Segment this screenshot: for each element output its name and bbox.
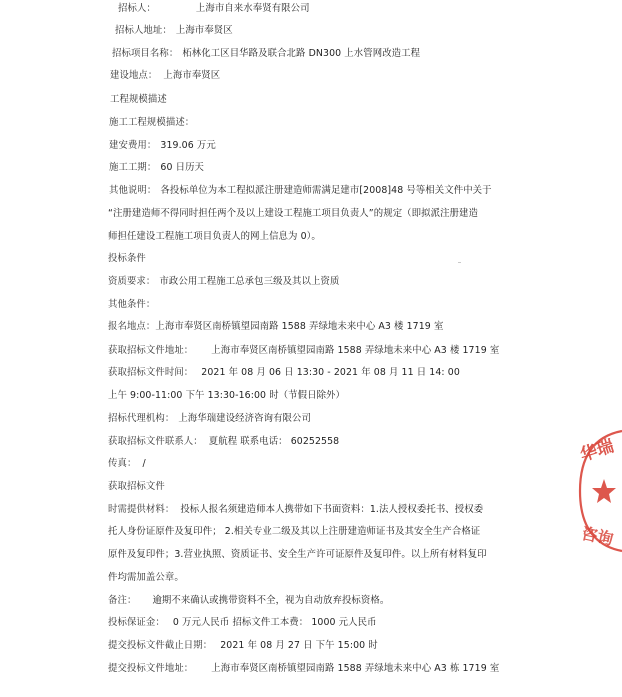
- line-value: 上午 9:00-11:00 下午 13:30-16:00 时（节假日除外）: [108, 390, 345, 401]
- line-value: 上海华瑞建设经济咨询有限公司: [178, 413, 311, 424]
- line-label: 投标条件: [108, 253, 146, 264]
- doc-line-cost: [109, 140, 216, 152]
- doc-line-contact: [108, 436, 339, 448]
- stamp-text-top: 华瑞: [577, 436, 617, 466]
- doc-line-materials-end: [108, 572, 184, 584]
- doc-line-fax: [108, 458, 146, 470]
- doc-line-other-notes: [109, 185, 492, 197]
- doc-line-duration: [109, 162, 204, 174]
- doc-line-deadline: [108, 640, 378, 652]
- line-value: 夏航程 联系电话： 60252558: [208, 436, 340, 447]
- line-value: 市政公用工程施工总承包三级及其以上资质: [159, 276, 340, 287]
- doc-line-materials: [108, 504, 483, 516]
- line-label: 招标人：: [118, 3, 156, 14]
- doc-line-other-notes-end: [108, 231, 321, 243]
- line-value: 原件及复印件；3.营业执照、资质证书、安全生产许可证原件及复印件。以上所有材料复印: [108, 549, 487, 560]
- line-value: 上海市奉贤区南桥镇望园南路 1588 弄绿地未来中心 A3 楼 1719 室: [211, 345, 500, 356]
- doc-line-qualification: [108, 276, 339, 288]
- doc-line-tenderer: [118, 3, 310, 15]
- line-value: 60 日历天: [160, 162, 205, 173]
- line-value: 上海市奉贤区: [163, 70, 221, 81]
- doc-line-other-conditions: [108, 299, 155, 311]
- line-label: 施工工期：: [109, 162, 157, 173]
- doc-line-tenderer-address: [115, 25, 233, 37]
- line-label: 施工工程规模描述：: [109, 117, 195, 128]
- line-label: 获取招标文件联系人：: [108, 436, 203, 447]
- line-value: 柘林化工区目华路及联合北路 DN300 上水管网改造工程: [182, 48, 421, 59]
- line-value: 各投标单位为本工程拟派注册建造师需满足建市[2008]48 号等相关文件中关于: [160, 185, 492, 196]
- line-value: 师担任建设工程施工项目负责人的网上信息为 0）。: [108, 231, 321, 242]
- line-label: 招标人地址：: [115, 25, 172, 36]
- line-label: 获取招标文件地址：: [108, 345, 194, 356]
- doc-line-agency: [108, 413, 311, 425]
- scan-speck: [458, 262, 461, 263]
- doc-line-materials-cont-1: [108, 526, 480, 538]
- line-label: 招标代理机构：: [108, 413, 175, 424]
- line-value: 上海市奉贤区: [175, 25, 233, 36]
- line-label: 投标保证金：: [108, 617, 165, 628]
- line-value: “注册建造师不得同时担任两个及以上建设工程施工项目负责人”的规定（即拟派注册建造: [108, 208, 478, 219]
- line-label: 提交投标文件地址：: [108, 663, 194, 674]
- line-value: 0 万元人民币 招标文件工本费： 1000 元人民币: [172, 617, 377, 628]
- company-seal-stamp: [574, 425, 622, 557]
- line-label: 建安费用：: [109, 140, 157, 151]
- doc-line-bid-bond: [108, 617, 377, 629]
- line-value: 上海市自来水奉贤有限公司: [195, 3, 310, 14]
- line-label: 工程规模描述: [110, 94, 167, 105]
- line-value: /: [142, 458, 146, 469]
- doc-line-scale-heading: [110, 94, 167, 106]
- line-value: 托人身份证原件及复印件； 2.相关专业二级及其以上注册建造师证书及其安全生产合格证: [108, 526, 481, 537]
- doc-line-construction-site: [110, 70, 220, 82]
- line-label: 获取招标文件时间：: [108, 367, 194, 378]
- line-value: 件均需加盖公章。: [108, 572, 184, 583]
- stamp-text-bottom: 咨询: [579, 523, 616, 549]
- line-value: 2021 年 08 月 06 日 13:30 - 2021 年 08 月 11 日 14: 00: [201, 367, 460, 378]
- doc-line-bid-conditions: [108, 253, 146, 265]
- doc-line-scale-description: [109, 117, 194, 129]
- line-value: 319.06 万元: [160, 140, 216, 151]
- doc-line-other-notes-cont: [108, 208, 478, 220]
- line-label: 时需提供材料：: [108, 504, 175, 515]
- line-value: 上海市奉贤区南桥镇望园南路 1588 弄绿地未来中心 A3 栋 1719 室: [211, 663, 500, 674]
- stamp-star-icon: [592, 479, 616, 503]
- doc-line-doc-address: [108, 345, 499, 357]
- line-label: 获取招标文件: [108, 481, 165, 492]
- line-label: 传真：: [108, 458, 137, 469]
- line-label: 招标项目名称：: [112, 48, 179, 59]
- doc-line-doc-hours: [108, 390, 345, 402]
- line-value: 投标人报名须建造师本人携带如下书面资料：1.法人授权委托书、授权委: [180, 504, 484, 515]
- line-label: 其他说明：: [109, 185, 157, 196]
- doc-line-remark: [108, 595, 389, 607]
- doc-line-doc-time: [108, 367, 460, 379]
- line-value: 逾期不来确认或携带资料不全，视为自动放弃投标资格。: [152, 595, 390, 606]
- doc-line-project-name: [112, 48, 420, 60]
- line-label: 提交投标文件截止日期：: [108, 640, 213, 651]
- doc-line-obtain-docs: [108, 481, 165, 493]
- doc-line-materials-cont-2: [108, 549, 487, 561]
- doc-line-submit-address: [108, 663, 499, 675]
- line-label: 建设地点：: [110, 70, 158, 81]
- line-value: 上海市奉贤区南桥镇望园南路 1588 弄绿地未来中心 A3 楼 1719 室: [155, 321, 444, 332]
- line-label: 资质要求：: [108, 276, 156, 287]
- doc-line-registration-site: [108, 321, 443, 333]
- line-label: 报名地点：: [108, 321, 156, 332]
- line-label: 备注：: [108, 595, 137, 606]
- line-value: 2021 年 08 月 27 日 下午 15:00 时: [220, 640, 378, 651]
- line-label: 其他条件：: [108, 299, 156, 310]
